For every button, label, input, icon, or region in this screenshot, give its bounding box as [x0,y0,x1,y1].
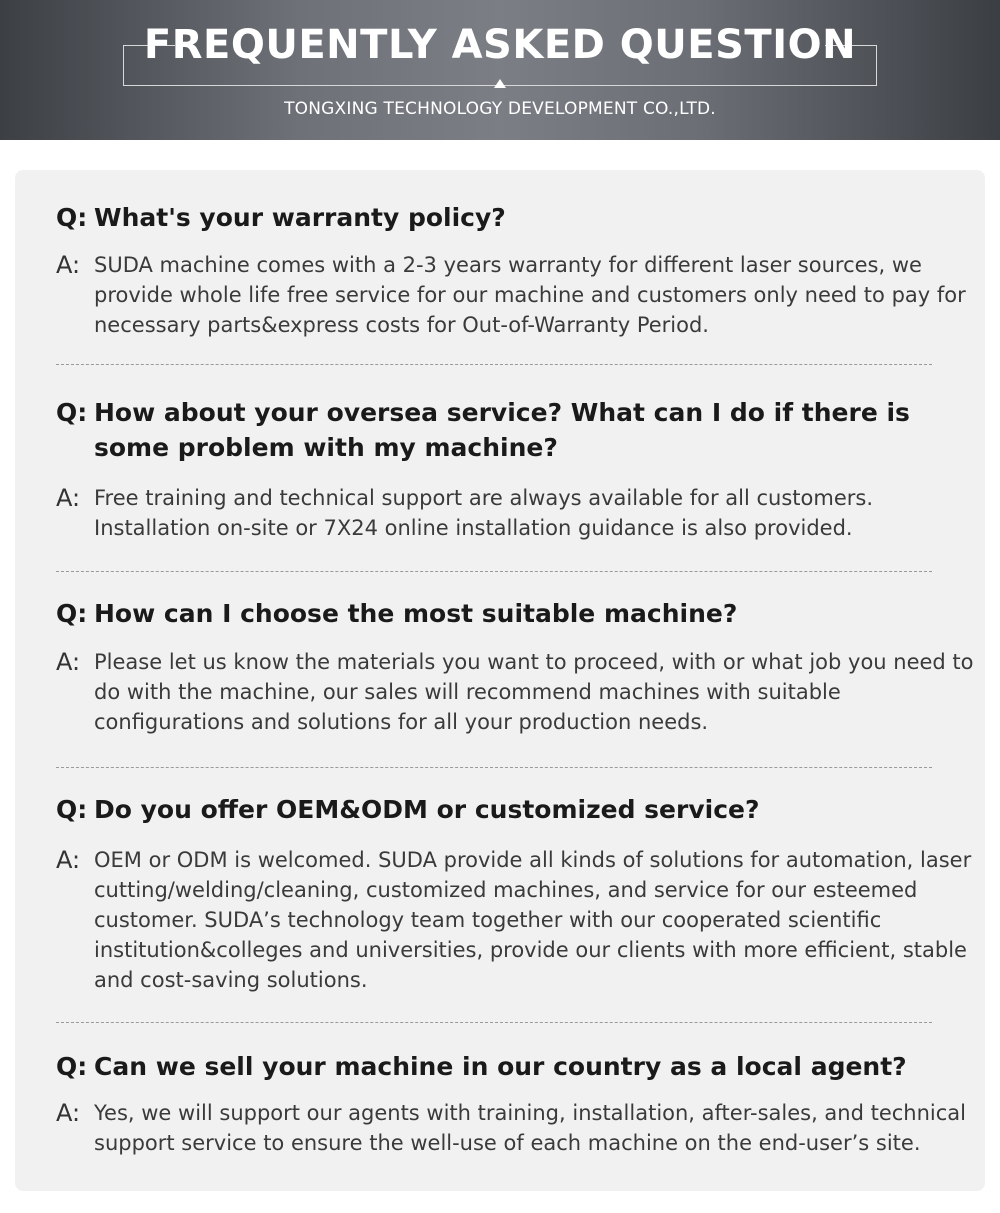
answer-text: SUDA machine comes with a 2-3 years warranty for different laser sources, we provide whole life free service for our machine and customers only need to pay for necessary parts&express costs for Out-of-Warranty Period. [94,253,966,337]
faq-item [56,395,976,543]
question-marker: Q: [56,203,88,232]
triangle-up-icon [494,79,506,88]
company-name: TONGXING TECHNOLOGY DEVELOPMENT CO.,LTD. [284,99,716,119]
question-marker: Q: [56,1052,88,1081]
dashed-divider [56,767,932,768]
dashed-divider [56,364,932,365]
answer-text: Yes, we will support our agents with training, installation, after-sales, and technical support service to ensure the well-use of each machine on the end-user’s site. [94,1101,967,1155]
question-text: How can I choose the most suitable machine? [94,599,738,628]
answer-marker: A: [56,1099,81,1127]
answer-marker: A: [56,648,81,676]
question-marker: Q: [56,599,88,628]
answer-text: Free training and technical support are always available for all customers. Installation on-site or 7X24 online installation guidance is also provided. [94,486,873,540]
answer-text: OEM or ODM is welcomed. SUDA provide all kinds of solutions for automation, laser cutting/welding/cleaning, customized machines, and service for our esteemed customer. SUDA’s technology team together with our cooperated scientific institution&colleges and universities, provide our clients with more efficient, stable and cost-saving solutions. [94,848,972,992]
answer-marker: A: [56,846,81,874]
faq-item [56,200,976,340]
answer-text: Please let us know the materials you want to proceed, with or what job you need to do with the machine, our sales will recommend machines with suitable configurations and solutions for all your production needs. [94,650,974,734]
dashed-divider [56,571,932,572]
faq-item [56,792,976,995]
question-marker: Q: [56,398,88,427]
question-text: What's your warranty policy? [94,203,506,232]
answer-marker: A: [56,251,81,279]
header-banner [0,0,1000,140]
question-text: How about your oversea service? What can I do if there is some problem with my machine? [94,398,910,462]
faq-item [56,596,976,737]
answer-marker: A: [56,484,81,512]
page-title: FREQUENTLY ASKED QUESTION [143,22,857,68]
faq-item [56,1049,976,1158]
question-marker: Q: [56,795,88,824]
question-text: Can we sell your machine in our country as a local agent? [94,1052,907,1081]
dashed-divider [56,1022,932,1023]
question-text: Do you offer OEM&ODM or customized service? [94,795,760,824]
